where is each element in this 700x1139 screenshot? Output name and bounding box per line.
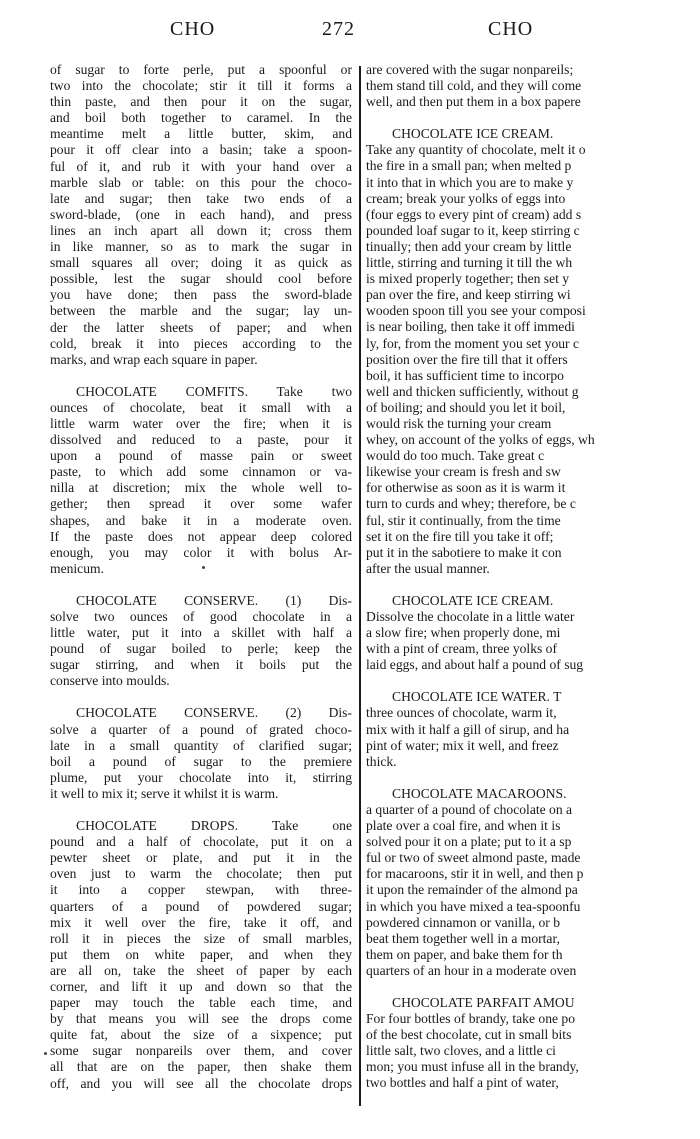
text-line: mix with it half a gill of sirup, and ha xyxy=(366,721,570,737)
text-line: it into that in which you are to make y xyxy=(366,174,574,190)
paragraph-gap xyxy=(366,110,700,126)
text-line: meantime melt a little butter, skim, and xyxy=(50,126,352,142)
text-line: in which you have mixed a tea-spoonfu xyxy=(366,898,581,914)
text-line: them stand till cold, and they will come xyxy=(366,78,582,94)
text-line: possible, lest the sugar should cool before xyxy=(50,271,352,287)
text-line: little warm water over the fire; when it is xyxy=(50,415,352,431)
text-line: and boil both together to caramel. In the xyxy=(50,110,352,126)
text-line: CHOCOLATE DROPS. Take one xyxy=(76,818,352,834)
text-line: plate over a coal fire, and when it is xyxy=(366,818,561,834)
text-line: by that means you will see the drops come xyxy=(50,1011,352,1027)
text-line: conserve into moulds. xyxy=(50,673,170,689)
text-line: solve a quarter of a pound of grated choco- xyxy=(50,721,352,737)
text-line: corner, and lift it up and down so that the xyxy=(50,978,352,994)
text-line: the fire in a small pan; when melted p xyxy=(366,158,572,174)
text-line: gether; then spread it over some wafer xyxy=(50,496,352,512)
text-line: with a pint of cream, three yolks of xyxy=(366,641,558,657)
text-line: for otherwise as soon as it is warm it xyxy=(366,480,566,496)
text-line: CHOCOLATE ICE WATER. T xyxy=(392,689,562,705)
paragraph-gap xyxy=(366,979,700,995)
text-line: ful of it, and rub it with your hand over a xyxy=(50,158,352,174)
text-line: two into the chocolate; stir it till it forms a xyxy=(50,78,352,94)
text-line: three ounces of chocolate, warm it, xyxy=(366,705,557,721)
paragraph-gap xyxy=(50,577,352,593)
paragraph-gap xyxy=(366,577,700,593)
text-line: wooden spoon till you see your composi xyxy=(366,303,586,319)
paragraph-gap xyxy=(50,689,352,705)
text-line: marks, and wrap each square in paper. xyxy=(50,351,258,367)
text-line: CHOCOLATE COMFITS. Take two xyxy=(76,383,352,399)
text-line: some sugar nonpareils over them, and cover xyxy=(50,1043,352,1059)
text-line: them on paper, and bake them for th xyxy=(366,946,563,962)
text-line: plume, put your chocolate into it, stirring xyxy=(50,769,352,785)
text-line: ly, for, from the moment you set your c xyxy=(366,335,580,351)
text-line: paste, to which add some cinnamon or va- xyxy=(50,464,352,480)
text-line: pound and a half of chocolate, put it on a xyxy=(50,834,352,850)
text-line: cream; break your yolks of eggs into xyxy=(366,190,566,206)
text-line: pound of sugar boiled to perle; keep the xyxy=(50,641,352,657)
text-line: it well to mix it; serve it whilst it is warm. xyxy=(50,785,279,801)
column-divider xyxy=(359,66,361,1106)
text-line: turn to curds and whey; therefore, be c xyxy=(366,496,576,512)
text-line: set it on the fire till you take it off; xyxy=(366,528,554,544)
paragraph-gap xyxy=(366,770,700,786)
text-line: well and thicken sufficiently, without g xyxy=(366,383,579,399)
text-line: pan over the fire, and keep stirring wi xyxy=(366,287,571,303)
text-line: Dissolve the chocolate in a little water xyxy=(366,609,575,624)
text-line: two bottles and half a pint of water, xyxy=(366,1075,559,1091)
text-line: CHOCOLATE CONSERVE. (1) Dis- xyxy=(76,592,352,608)
text-line: of sugar to forte perle, put a spoonful or xyxy=(50,62,352,77)
text-line: dissolved and reduced to a paste, pour it xyxy=(50,432,352,448)
text-line: upon a pound of masse pain or sweet xyxy=(50,448,352,464)
text-line: pounded loaf sugar to it, keep stirring c xyxy=(366,222,580,238)
text-line: quarters of an hour in a moderate oven xyxy=(366,962,577,978)
text-line: would risk the turning your cream xyxy=(366,415,552,431)
text-line: are all on, take the sheet of paper by each xyxy=(50,962,352,978)
text-line: little salt, two cloves, and a little ci xyxy=(366,1043,556,1059)
text-line: ful, stir it continually, from the time xyxy=(366,512,561,528)
text-line: Take any quantity of chocolate, melt it o xyxy=(366,142,586,158)
text-line: a quarter of a pound of chocolate on a xyxy=(366,801,573,817)
text-line: ful or two of sweet almond paste, made xyxy=(366,850,581,866)
text-line: likewise your cream is fresh and sw xyxy=(366,464,561,480)
text-line: boil a pound of sugar to the premiere xyxy=(50,753,352,769)
text-line: solve two ounces of good chocolate in a xyxy=(50,609,352,624)
text-line: CHOCOLATE PARFAIT AMOU xyxy=(392,994,575,1010)
text-line: whey, on account of the yolks of eggs, wh xyxy=(366,432,595,448)
text-line: would do too much. Take great c xyxy=(366,448,545,464)
text-line: put them on white paper, and when they xyxy=(50,946,352,962)
running-head xyxy=(0,18,700,50)
text-line: roll it in pieces the size of small marbles, xyxy=(50,930,352,946)
text-line: For four bottles of brandy, take one po xyxy=(366,1011,576,1027)
text-line: put it in the sabotiere to make it con xyxy=(366,544,562,560)
text-line: marble slab or table: on this pour the choco- xyxy=(50,174,352,190)
text-line: tinually; then add your cream by little xyxy=(366,238,572,254)
text-line: it into a copper stewpan, with three- xyxy=(50,882,352,898)
text-line: all that are on the paper, then shake them xyxy=(50,1059,352,1075)
page-number: 272 xyxy=(322,18,355,40)
text-line: CHOCOLATE ICE CREAM. xyxy=(392,126,554,142)
text-line: between the marble and the sugar; lay un- xyxy=(50,303,352,319)
text-line: ounces of chocolate, beat it small with a xyxy=(50,399,352,415)
ink-speck xyxy=(202,566,205,569)
text-line: If the paste does not appear deep colored xyxy=(50,528,352,544)
text-line: after the usual manner. xyxy=(366,560,490,576)
text-line: position over the fire till that it offers xyxy=(366,351,568,367)
text-line: nilla at discretion; mix the whole well to- xyxy=(50,480,352,496)
paragraph-gap xyxy=(50,802,352,818)
text-line: mix it well over the fire, take it off, and xyxy=(50,914,352,930)
paragraph-gap xyxy=(50,368,352,384)
text-line: small squares all over; doing it as quick as xyxy=(50,255,352,271)
text-line: quarters of a pound of powdered sugar; xyxy=(50,898,352,914)
text-line: solved pour it on a plate; put to it a sp xyxy=(366,834,572,850)
text-line: oven just to warm the chocolate; then put xyxy=(50,866,352,882)
text-line: shapes, and bake it in a moderate oven. xyxy=(50,512,352,528)
text-line: well, and then put them in a box papere xyxy=(366,94,581,110)
text-line: pour it off clear into a basin; take a spoon- xyxy=(50,142,352,158)
text-line: of boiling; and should you let it boil, xyxy=(366,399,566,415)
text-line: off, and you will see all the chocolate drops xyxy=(50,1075,352,1091)
text-line: quite fat, about the size of a sixpence; put xyxy=(50,1027,352,1043)
text-line: (four eggs to every pint of cream) add s xyxy=(366,206,582,222)
text-line: mon; you must infuse all in the brandy, xyxy=(366,1059,579,1075)
text-line: der the latter sheets of paper; and when xyxy=(50,319,352,335)
text-line: is mixed properly together; then set y xyxy=(366,271,570,287)
text-line: CHOCOLATE MACAROONS. xyxy=(392,785,567,801)
left-text-column xyxy=(50,62,352,1132)
text-line: pint of water; mix it well, and freez xyxy=(366,737,559,753)
text-line: thin paste, and then pour it on the sugar, xyxy=(50,94,352,110)
text-line: little water, put it into a skillet with half a xyxy=(50,625,352,641)
right-text-column xyxy=(366,62,700,1132)
ink-speck xyxy=(44,1052,47,1055)
text-line: pewter sheet or plate, and put it in the xyxy=(50,850,352,866)
text-line: laid eggs, and about half a pound of sug xyxy=(366,657,584,673)
text-line: boil, it has sufficient time to incorpo xyxy=(366,367,564,383)
text-line: thick. xyxy=(366,753,397,769)
running-head-right: CHO xyxy=(488,18,534,40)
text-line: you have done; then pass the sword-blade xyxy=(50,287,352,303)
text-line: menicum. xyxy=(50,560,104,576)
text-line: beat them together well in a mortar, xyxy=(366,930,560,946)
text-line: CHOCOLATE CONSERVE. (2) Dis- xyxy=(76,705,352,721)
text-line: CHOCOLATE ICE CREAM. xyxy=(392,592,554,608)
text-line: cold, break it into pieces according to the xyxy=(50,335,352,351)
text-line: late in a small quantity of clarified sugar; xyxy=(50,737,352,753)
text-line: lines an inch apart all down it; cross them xyxy=(50,222,352,238)
text-line: powdered cinnamon or vanilla, or b xyxy=(366,914,561,930)
running-head-left: CHO xyxy=(170,18,216,40)
text-line: sugar stirring, and when it boils put the xyxy=(50,657,352,673)
paragraph-gap xyxy=(366,673,700,689)
text-line: is near boiling, then take it off immedi xyxy=(366,319,575,335)
text-line: of the best chocolate, cut in small bits xyxy=(366,1027,572,1043)
text-line: are covered with the sugar nonpareils; xyxy=(366,62,574,77)
text-line: little, stirring and turning it till the wh xyxy=(366,255,573,271)
text-line: paper may touch the table each time, and xyxy=(50,995,352,1011)
text-line: enough, you may color it with bolus Ar- xyxy=(50,544,352,560)
text-line: sword-blade, (one in each hand), and press xyxy=(50,206,352,222)
text-line: a slow fire; when properly done, mi xyxy=(366,625,561,641)
text-line: late and sugar; then take two ends of a xyxy=(50,190,352,206)
text-line: in like manner, so as to mark the sugar in xyxy=(50,239,352,255)
text-line: for macaroons, stir it in well, and then p xyxy=(366,866,584,882)
text-line: it upon the remainder of the almond pa xyxy=(366,882,578,898)
